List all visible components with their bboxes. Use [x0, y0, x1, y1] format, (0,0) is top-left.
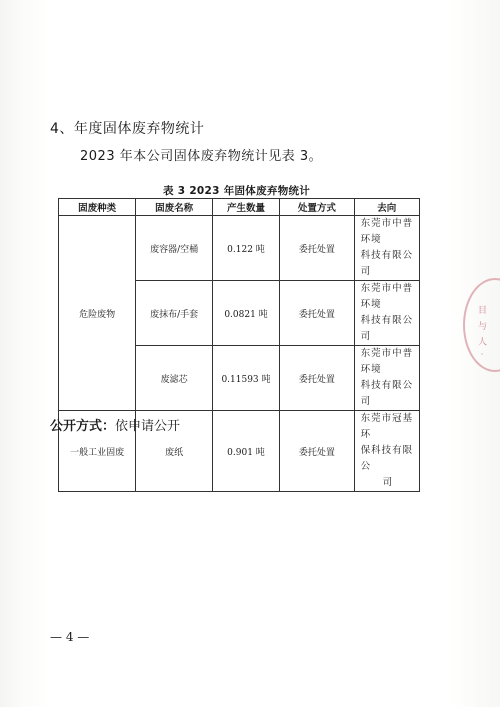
method-cell: 委托处置	[280, 346, 354, 411]
header-method: 处置方式	[280, 199, 354, 216]
waste-name-cell: 废抹布/手套	[136, 281, 212, 346]
quantity-cell: 0.0821 吨	[212, 281, 279, 346]
destination-line: 东莞市中普环境	[360, 283, 414, 310]
waste-name-cell: 废容器/空桶	[136, 216, 212, 281]
disclosure-label: 公开方式：	[50, 419, 116, 434]
table-header-row	[59, 199, 420, 216]
quantity-cell: 0.122 吨	[212, 216, 279, 281]
header-destination: 去向	[354, 199, 419, 216]
destination-line: 科技有限公司	[360, 380, 414, 407]
destination-line: 东莞市中普环境	[360, 348, 414, 375]
destination-line: 东莞市中普环境	[360, 218, 414, 245]
destination-line: 东莞市冠基环	[360, 413, 414, 440]
quantity-cell: 0.11593 吨	[212, 346, 279, 411]
waste-statistics-table	[58, 198, 420, 492]
destination-cell	[354, 281, 419, 346]
destination-line: 科技有限公司	[360, 315, 414, 342]
destination-cell	[354, 411, 419, 492]
method-cell: 委托处置	[280, 411, 354, 492]
section-paragraph: 2023 年本公司固体废弃物统计见表 3。	[80, 149, 323, 164]
table-row	[59, 216, 420, 281]
header-quantity: 产生数量	[212, 199, 279, 216]
disclosure-method	[50, 415, 180, 434]
waste-name-cell: 废纸	[136, 411, 212, 492]
destination-line: 保科技有限公	[360, 445, 414, 472]
header-category: 固废种类	[59, 199, 136, 216]
destination-line: 司	[382, 477, 394, 488]
seal-stamp-text: 目 与 人 ·	[476, 305, 486, 358]
section-heading: 4、年度固体废弃物统计	[50, 121, 205, 137]
destination-cell	[354, 216, 419, 281]
destination-line: 科技有限公司	[360, 250, 414, 277]
quantity-cell: 0.901 吨	[212, 411, 279, 492]
category-cell-general: 一般工业固废	[59, 411, 136, 492]
table-caption: 表 3 2023 年固体废弃物统计	[163, 185, 311, 197]
disclosure-value: 依申请公开	[115, 419, 181, 434]
page-number: — 4 —	[50, 630, 90, 644]
header-name: 固废名称	[136, 199, 212, 216]
category-cell-hazardous: 危险废物	[59, 216, 136, 411]
waste-name-cell: 废滤芯	[136, 346, 212, 411]
method-cell: 委托处置	[280, 281, 354, 346]
method-cell: 委托处置	[280, 216, 354, 281]
destination-cell	[354, 346, 419, 411]
